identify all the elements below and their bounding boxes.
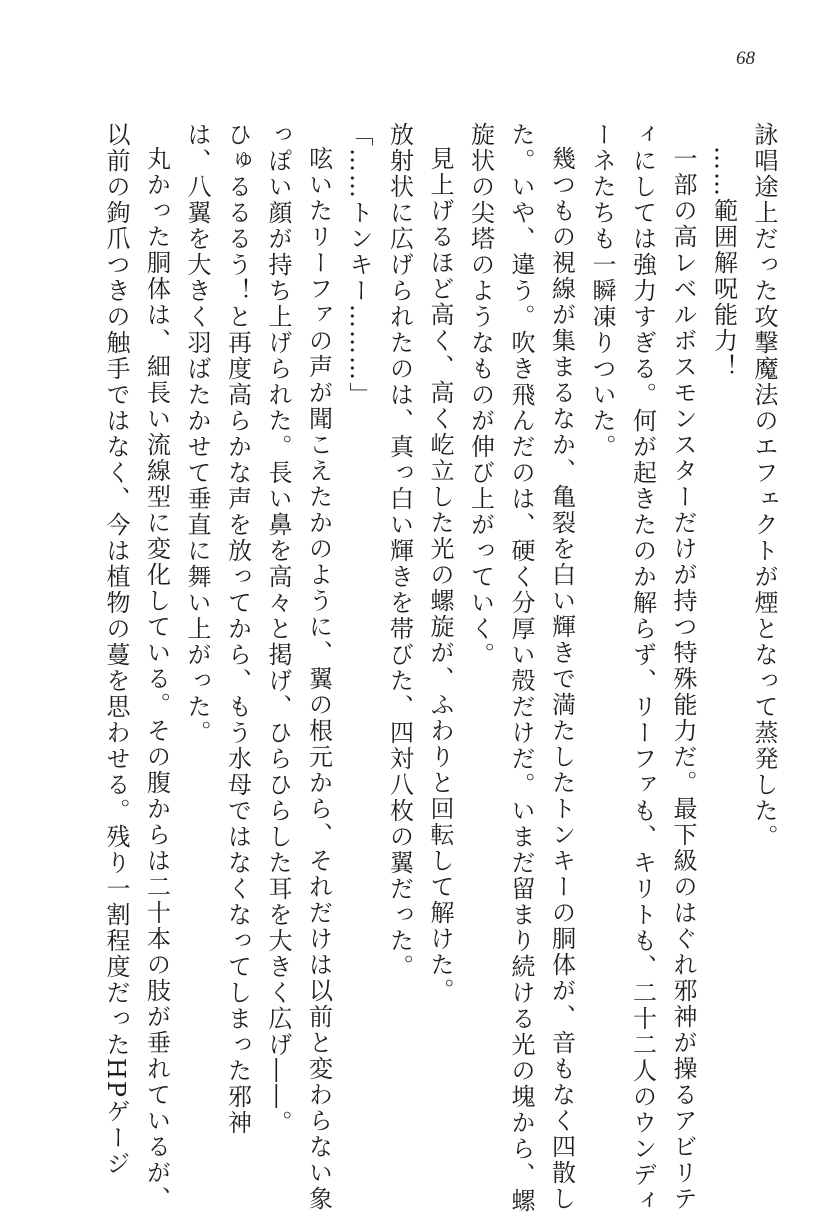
page-number: 68 bbox=[736, 48, 755, 69]
text-line: ーネたちも一瞬凍りついた。 bbox=[588, 122, 616, 460]
vertical-text-body bbox=[96, 122, 785, 1214]
text-line: 丸かった胴体は、細長い流線型に変化している。その腹からは二十本の肢が垂れているが、 bbox=[142, 146, 171, 1212]
text-line: 詠唱途上だった攻撃魔法のエフェクトが煙となって蒸発した。 bbox=[750, 122, 778, 850]
text-line: 放射状に広げられたのは、真っ白い輝きを帯びた、四対八枚の翼だった。 bbox=[385, 122, 414, 980]
text-line: 旋状の尖塔のようなものが伸び上がっていく。 bbox=[466, 122, 495, 668]
text-line: 一部の高レベルボスモンスターだけが持つ特殊能力だ。最下級のはぐれ邪神が操るアビリテ bbox=[669, 146, 697, 1212]
text-line: ……範囲解呪能力！ bbox=[709, 146, 738, 380]
text-line: 「……トンキー………」 bbox=[345, 122, 373, 408]
text-line: た。いや、違う。吹き飛んだのは、硬く分厚い殻だけだ。いまだ留まり続ける光の塊から、螺 bbox=[507, 122, 535, 1214]
text-line: っぽい顔が持ち上げられた。長い鼻を高々と掲げ、ひらひらした耳を大きく広げ――。 bbox=[264, 122, 292, 1136]
text-line: 見上げるほど高く、高く屹立した光の螺旋が、ふわりと回転して解けた。 bbox=[426, 146, 454, 1004]
text-line: は、八翼を大きく羽ばたかせて垂直に舞い上がった。 bbox=[183, 122, 211, 746]
text-line: 幾つもの視線が集まるなか、亀裂を白い輝きで満たしたトンキーの胴体が、音もなく四散し bbox=[547, 146, 576, 1212]
text-line: 以前の鉤爪つきの触手ではなく、今は植物の蔓を思わせる。残り一割程度だったHPゲージ bbox=[102, 122, 130, 1178]
text-line: 呟いたリーファの声が聞こえたかのように、翼の根元から、それだけは以前と変わらない象 bbox=[304, 146, 333, 1212]
text-line: ひゅるるるう！と再度高らかな声を放ってから、もう水母ではなくなってしまった邪神 bbox=[223, 122, 252, 1136]
text-line: ィにしては強力すぎる。何が起きたのか解らず、リーファも、キリトも、二十二人のウンディ bbox=[628, 122, 657, 1214]
